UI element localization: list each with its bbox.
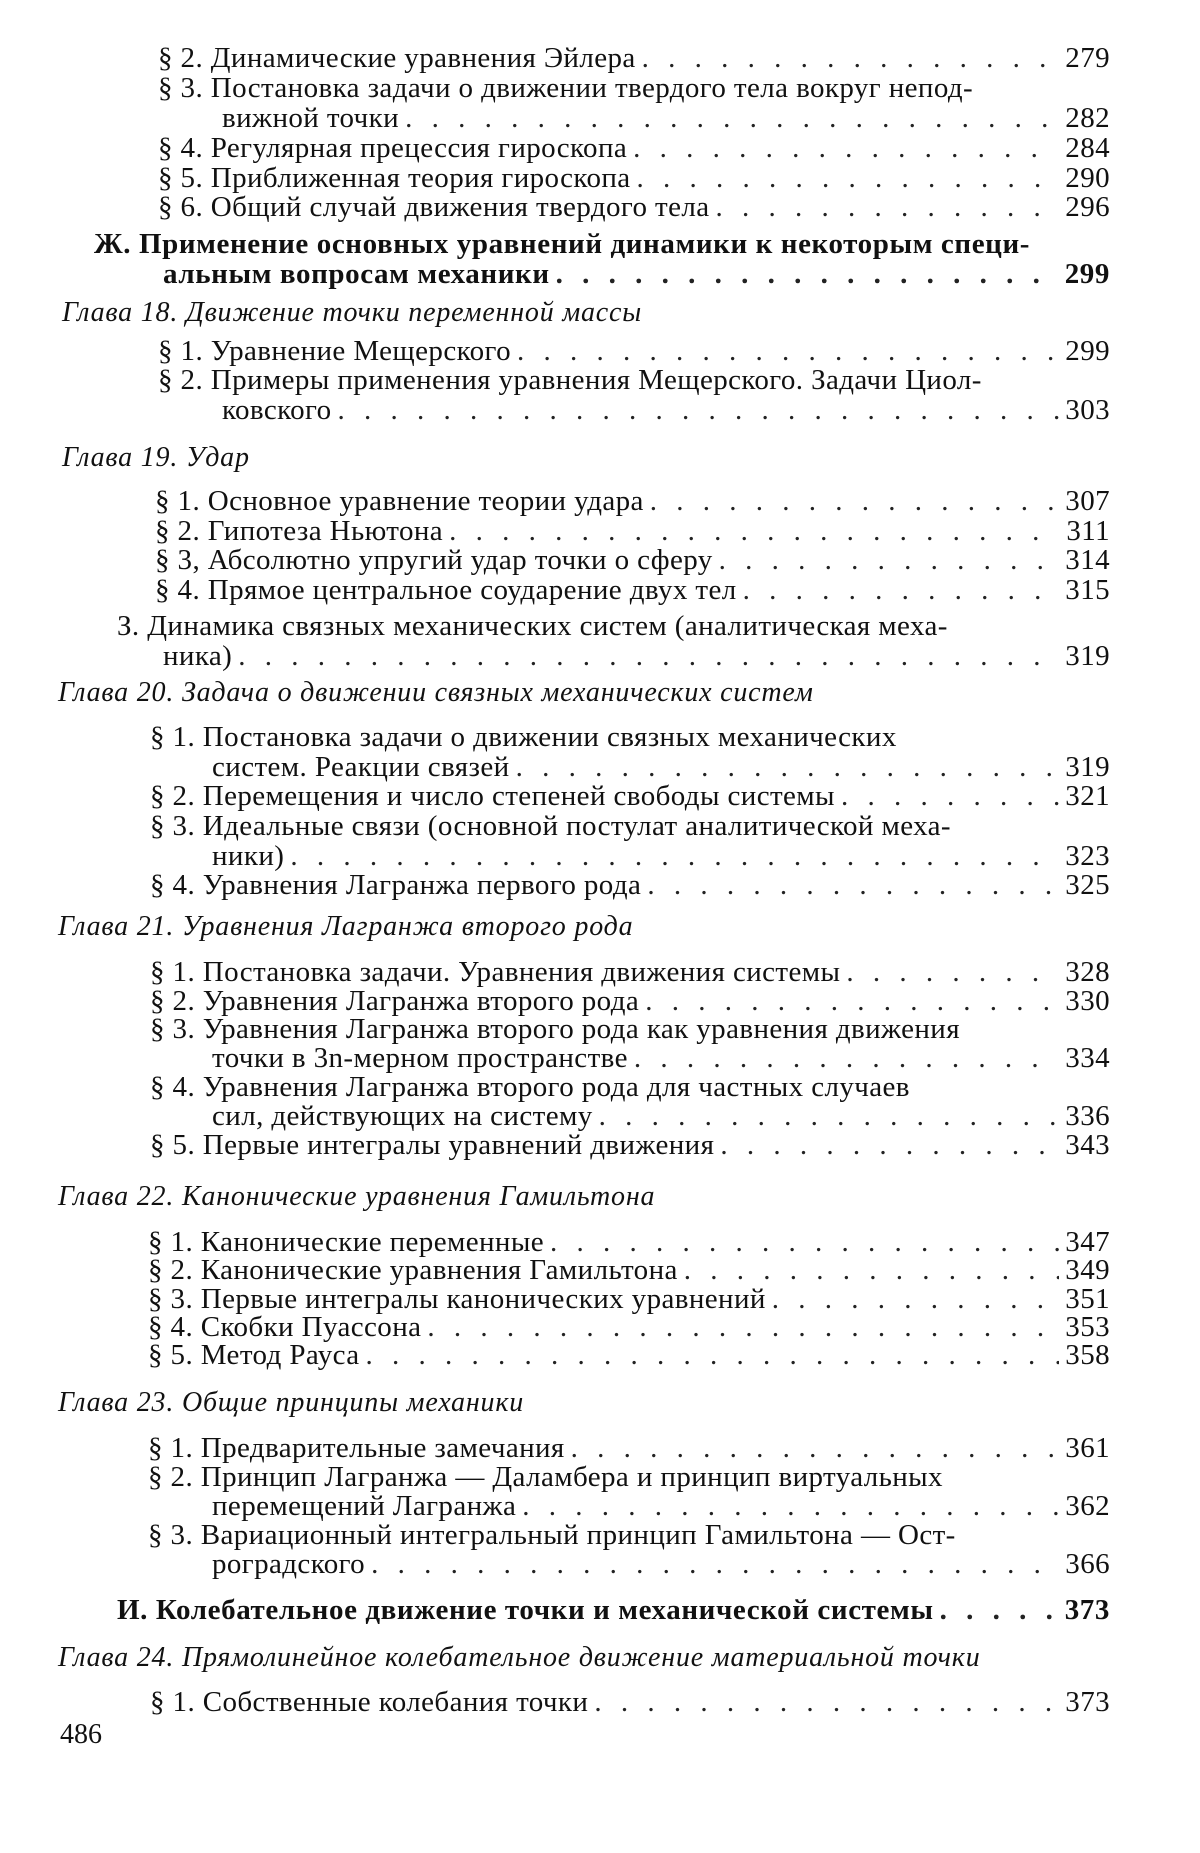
toc-text-line: § 2. Примеры применения уравнения Мещерского. Задачи Циол-	[158, 364, 982, 396]
toc-entry	[212, 842, 1110, 871]
dot-leader	[550, 1228, 1059, 1257]
toc-entry	[150, 782, 1110, 811]
toc-page-number: 343	[1065, 1129, 1110, 1161]
dot-leader	[846, 958, 1059, 987]
page-number: 486	[60, 1719, 102, 1750]
toc-entry	[212, 1102, 1110, 1131]
toc-entry-title: ники)	[212, 840, 285, 872]
dot-leader	[645, 987, 1059, 1016]
toc-page-number: 362	[1065, 1490, 1110, 1522]
toc-entry	[163, 642, 1110, 671]
toc-page-number: 361	[1065, 1432, 1110, 1464]
toc-entry-title: § 5. Метод Рауса	[148, 1339, 360, 1371]
toc-entry-title: роградского	[212, 1548, 366, 1580]
toc-entry	[155, 576, 1110, 605]
toc-entry	[158, 134, 1110, 163]
toc-entry	[163, 260, 1110, 289]
dot-leader	[556, 260, 1059, 289]
toc-page-number: 315	[1065, 574, 1110, 606]
toc-entry-title: альным вопросам механики	[163, 258, 550, 290]
toc-text-line: § 3. Идеальные связи (основной постулат аналитической меха-	[150, 810, 951, 842]
dot-leader	[517, 337, 1059, 366]
chapter-heading: Глава 23. Общие принципы механики	[58, 1387, 525, 1418]
toc-entry-title: И. Колебательное движение точки и механической системы	[117, 1594, 934, 1626]
toc-entry-title: § 2. Динамические уравнения Эйлера	[158, 42, 636, 74]
toc-entry-title: § 1. Собственные колебания точки	[150, 1686, 589, 1718]
toc-text-line: З. Динамика связных механических систем (аналитическая меха-	[117, 610, 948, 642]
dot-leader	[637, 164, 1060, 193]
toc-text-line: § 1. Постановка задачи о движении связных механических	[150, 721, 897, 753]
dot-leader	[720, 1131, 1059, 1160]
toc-entry	[148, 1341, 1110, 1370]
toc-page-number: 296	[1065, 191, 1110, 223]
toc-entry-title: § 5. Приближенная теория гироскопа	[158, 162, 631, 194]
toc-entry-title: § 1. Канонические переменные	[148, 1226, 545, 1258]
toc-entry-title: вижной точки	[222, 102, 400, 134]
toc-entry	[222, 104, 1110, 133]
dot-leader	[642, 44, 1060, 73]
toc-entry-title: ковского	[222, 394, 332, 426]
toc-page-number: 358	[1065, 1339, 1110, 1371]
toc-entry	[150, 1688, 1110, 1717]
toc-page-number: 349	[1065, 1254, 1110, 1286]
toc-entry-title: точки в 3n-мерном пространстве	[212, 1042, 628, 1074]
toc-entry	[155, 546, 1110, 575]
toc-page-number: 351	[1065, 1283, 1110, 1315]
toc-text-line: § 2. Принцип Лагранжа — Даламбера и принцип виртуальных	[148, 1461, 943, 1493]
toc-entry-title: § 6. Общий случай движения твердого тела	[158, 191, 710, 223]
toc-entry-title: § 5. Первые интегралы уравнений движения	[150, 1129, 715, 1161]
toc-entry-title: § 4. Регулярная прецессия гироскопа	[158, 132, 628, 164]
toc-entry-title: § 3, Абсолютно упругий удар точки о сферу	[155, 544, 713, 576]
toc-entry	[158, 193, 1110, 222]
dot-leader	[716, 193, 1060, 222]
dot-leader	[599, 1102, 1060, 1131]
dot-leader	[841, 782, 1059, 811]
dot-leader	[366, 1341, 1060, 1370]
toc-entry-title: § 1. Уравнение Мещерского	[158, 335, 511, 367]
toc-entry-title: систем. Реакции связей	[212, 751, 510, 783]
dot-leader	[571, 1434, 1060, 1463]
toc-entry	[148, 1256, 1110, 1285]
toc-page-number: 373	[1064, 1594, 1110, 1626]
toc-page-number: 319	[1065, 751, 1110, 783]
toc-text-line: § 3. Вариационный интегральный принцип Гамильтона — Ост-	[148, 1519, 956, 1551]
dot-leader	[594, 1688, 1059, 1717]
dot-leader	[290, 842, 1059, 871]
toc-entry-title: § 1. Основное уравнение теории удара	[155, 485, 644, 517]
dot-leader	[405, 104, 1059, 133]
toc-entry	[150, 958, 1110, 987]
toc-page-number: 311	[1066, 515, 1110, 547]
toc-entry	[212, 1044, 1110, 1073]
toc-page-number: 299	[1065, 335, 1110, 367]
dot-leader	[650, 487, 1060, 516]
toc-page-number: 282	[1065, 102, 1110, 134]
toc-entry-title: § 4. Скобки Пуассона	[148, 1311, 422, 1343]
toc-entry	[155, 517, 1110, 546]
toc-page-number: 330	[1065, 985, 1110, 1017]
toc-entry	[212, 753, 1110, 782]
toc-page-number: 307	[1065, 485, 1110, 517]
dot-leader	[427, 1313, 1059, 1342]
toc-entry	[158, 337, 1110, 366]
toc-page-number: 321	[1065, 780, 1110, 812]
toc-page-number: 373	[1065, 1686, 1110, 1718]
toc-page-number: 325	[1065, 869, 1110, 901]
chapter-heading: Глава 18. Движение точки переменной массы	[62, 297, 643, 328]
toc-entry	[148, 1228, 1110, 1257]
toc-entry-title: § 4. Уравнения Лагранжа первого рода	[150, 869, 642, 901]
toc-page-number: 336	[1065, 1100, 1110, 1132]
dot-leader	[522, 1492, 1059, 1521]
chapter-heading: Глава 24. Прямолинейное колебательное движение материальной точки	[58, 1642, 981, 1673]
toc-page-number: 334	[1065, 1042, 1110, 1074]
dot-leader	[516, 753, 1060, 782]
toc-entry	[148, 1285, 1110, 1314]
toc-entry	[158, 44, 1110, 73]
toc-text-line: § 3. Постановка задачи о движении твердого тела вокруг непод-	[158, 72, 974, 104]
toc-page-number: 323	[1065, 840, 1110, 872]
dot-leader	[371, 1550, 1059, 1579]
chapter-heading: Глава 20. Задача о движении связных механических систем	[58, 677, 814, 708]
dot-leader	[684, 1256, 1060, 1285]
toc-entry	[148, 1313, 1110, 1342]
toc-page-number: 347	[1065, 1226, 1110, 1258]
toc-entry	[150, 871, 1110, 900]
toc-page-number: 366	[1065, 1548, 1110, 1580]
section-heading: Ж. Применение основных уравнений динамики к некоторым специ-	[94, 228, 1031, 260]
toc-entry-title: § 1. Предварительные замечания	[148, 1432, 565, 1464]
toc-page-number: 314	[1065, 544, 1110, 576]
toc-page-number: 290	[1065, 162, 1110, 194]
toc-text-line: § 4. Уравнения Лагранжа второго рода для частных случаев	[150, 1071, 910, 1103]
toc-entry-title: ника)	[163, 640, 233, 672]
dot-leader	[238, 642, 1059, 671]
toc-entry-title: § 1. Постановка задачи. Уравнения движения системы	[150, 956, 841, 988]
toc-page-number: 303	[1065, 394, 1110, 426]
toc-entry-title: § 2. Гипотеза Ньютона	[155, 515, 444, 547]
toc-entry	[212, 1550, 1110, 1579]
chapter-heading: Глава 19. Удар	[62, 442, 250, 473]
toc-text-line: § 3. Уравнения Лагранжа второго рода как уравнения движения	[150, 1013, 960, 1045]
toc-entry-title: сил, действующих на систему	[212, 1100, 593, 1132]
toc-entry	[117, 1596, 1110, 1625]
toc-entry-title: перемещений Лагранжа	[212, 1490, 517, 1522]
dot-leader	[449, 517, 1060, 546]
toc-page-number: 284	[1065, 132, 1110, 164]
toc-entry	[148, 1434, 1110, 1463]
toc-entry-title: § 2. Уравнения Лагранжа второго рода	[150, 985, 640, 1017]
toc-entry	[212, 1492, 1110, 1521]
toc-entry-title: § 4. Прямое центральное соударение двух тел	[155, 574, 737, 606]
toc-entry	[158, 164, 1110, 193]
dot-leader	[338, 396, 1060, 425]
dot-leader	[647, 871, 1059, 900]
toc-page-number: 328	[1065, 956, 1110, 988]
dot-leader	[719, 546, 1060, 575]
chapter-heading: Глава 22. Канонические уравнения Гамильтона	[58, 1181, 656, 1212]
toc-entry	[150, 987, 1110, 1016]
toc-entry	[155, 487, 1110, 516]
toc-page-number: 319	[1065, 640, 1110, 672]
toc-page-number: 299	[1064, 258, 1110, 290]
toc-page-number: 279	[1065, 42, 1110, 74]
chapter-heading: Глава 21. Уравнения Лагранжа второго рода	[58, 911, 634, 942]
toc-entry-title: § 2. Канонические уравнения Гамильтона	[148, 1254, 678, 1286]
dot-leader	[634, 1044, 1059, 1073]
toc-entry-title: § 3. Первые интегралы канонических уравнений	[148, 1283, 766, 1315]
toc-entry-title: § 2. Перемещения и число степеней свободы системы	[150, 780, 835, 812]
dot-leader	[940, 1596, 1059, 1625]
toc-entry	[222, 396, 1110, 425]
toc-page-number: 353	[1065, 1311, 1110, 1343]
dot-leader	[633, 134, 1059, 163]
dot-leader	[772, 1285, 1060, 1314]
dot-leader	[743, 576, 1060, 605]
toc-entry	[150, 1131, 1110, 1160]
